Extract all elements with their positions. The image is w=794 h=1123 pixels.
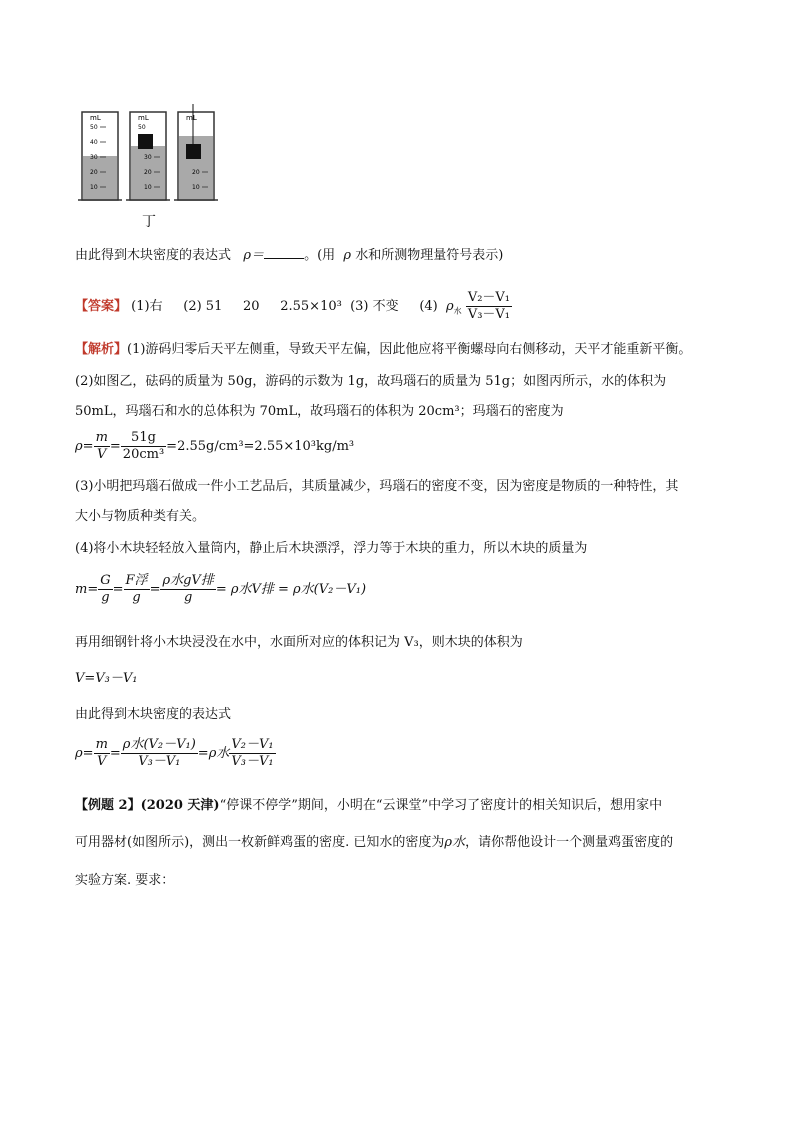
svg-text:mL: mL bbox=[138, 114, 149, 122]
figure-caption: 丁 bbox=[142, 214, 156, 230]
equation-3: V=V₃－V₁ bbox=[75, 671, 138, 686]
svg-text:20: 20 bbox=[144, 169, 152, 176]
equation-2: m= $\frac{G}{g}$ = $\frac{\text{F浮}}{g}$ = $\frac{\text{ρ水gV排}}{g}$ = ρ水V排 = ρ水(V₂－V₁) bbox=[75, 573, 367, 605]
equation-1: ρ= $\frac{m}{V}$ = $\frac{51g}{\text{20cm³}}$ =2.55g/cm³=2.55×10³kg/m³ bbox=[75, 430, 355, 462]
svg-text:10: 10 bbox=[144, 184, 152, 191]
answer-line: 【答案】 (1)右 (2) 51 20 2.55×10³ (3) 不变 (4) $\rho_水$ $\frac{\text{V₂－V₁}}{\text{V₃－V₁}}$ bbox=[75, 290, 511, 322]
question-line: 由此得到木块密度的表达式 ρ＝ 。(用 ρ 水和所测物理量符号表示) bbox=[75, 248, 504, 263]
svg-text:50: 50 bbox=[90, 124, 98, 131]
answer-fraction: $\frac{\text{V₂－V₁}}{\text{V₃－V₁}}$ bbox=[467, 290, 511, 322]
svg-text:10: 10 bbox=[192, 184, 200, 191]
cylinder-3 bbox=[174, 104, 218, 200]
svg-text:30: 30 bbox=[144, 154, 152, 161]
analysis-p4: (4)将小木块轻轻放入量筒内，静止后木块漂浮，浮力等于木块的重力，所以木块的质量为 bbox=[75, 541, 588, 556]
answer-label: 【答案】 bbox=[75, 299, 128, 314]
svg-text:30: 30 bbox=[90, 154, 98, 161]
svg-text:40: 40 bbox=[90, 139, 98, 146]
example-line-3: 实验方案. 要求： bbox=[75, 873, 175, 888]
svg-text:50: 50 bbox=[138, 124, 146, 131]
analysis-p6: 由此得到木块密度的表达式 bbox=[75, 707, 232, 722]
cylinder-2 bbox=[126, 112, 170, 200]
analysis-p5: 再用细钢针将小木块浸没在水中，水面所对应的体积记为 V₃，则木块的体积为 bbox=[75, 635, 523, 650]
cyl1-unit: mL bbox=[90, 114, 101, 122]
svg-text:10: 10 bbox=[90, 184, 98, 191]
analysis-p3a: (3)小明把玛瑙石做成一件小工艺品后，其质量减少，玛瑙石的密度不变，因为密度是物质的一种特性，其 bbox=[75, 479, 679, 494]
svg-text:mL: mL bbox=[186, 114, 197, 122]
cylinders-figure bbox=[78, 104, 218, 234]
example-line-1: 【例题 2】(2020 天津)“停课不停学”期间，小明在“云课堂”中学习了密度计的相关知识后，想用家中 bbox=[75, 798, 663, 813]
analysis-label: 【解析】 bbox=[75, 342, 128, 357]
equation-4: ρ= $\frac{m}{V}$ = $\frac{\text{ρ水(V₂－V₁)}}{\text{V₃－V₁}}$ =ρ水 $\frac{\text{V₂－V₁}}{\text{V₃－V₁}}$ bbox=[75, 737, 274, 769]
analysis-p2b: 50mL，玛瑙石和水的总体积为 70mL，故玛瑙石的体积为 20cm³；玛瑙石的密度为 bbox=[75, 404, 564, 419]
analysis-p3b: 大小与物质种类有关。 bbox=[75, 509, 206, 524]
svg-text:20: 20 bbox=[90, 169, 98, 176]
cylinder-1 bbox=[78, 112, 122, 200]
analysis-p1: 【解析】(1)游码归零后天平左侧重，导致天平左偏，因此他应将平衡螺母向右侧移动，天平才能重新平衡。 bbox=[75, 342, 692, 357]
example-label: 【例题 2】 bbox=[75, 798, 141, 813]
answer-blank bbox=[264, 258, 304, 259]
analysis-p2a: (2)如图乙，砝码的质量为 50g，游码的示数为 1g，故玛瑙石的质量为 51g；如图丙所示，水的体积为 bbox=[75, 374, 667, 389]
cylinders-drawing bbox=[78, 104, 218, 234]
svg-text:20: 20 bbox=[192, 169, 200, 176]
example-line-2: 可用器材(如图所示)，测出一枚新鲜鸡蛋的密度. 已知水的密度为ρ水，请你帮他设计一个测量鸡蛋密度的 bbox=[75, 835, 674, 850]
